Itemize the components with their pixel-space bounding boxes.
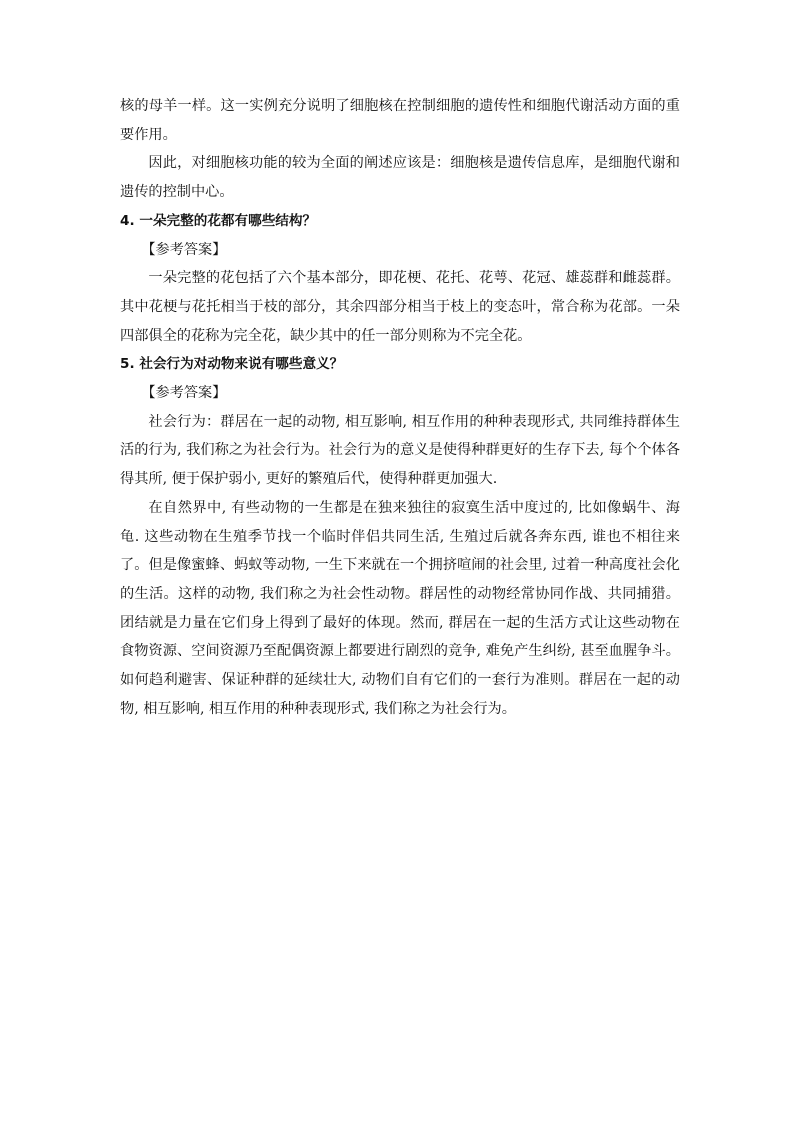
document-body [120, 92, 680, 723]
question-4-answer-label: 【参考答案】 [141, 241, 227, 258]
question-5-answer-paragraph-1: 社会行为：群居在一起的动物, 相互影响, 相互作用的种种表现形式, 共同维持群体生活的行为, 我们称之为社会行为。社会行为的意义是使得种群更好的生存下去, 每个个体各得其所, 便于保护弱小, 更好的繁殖后代，使得种群更加强大. [120, 413, 680, 488]
question-5-answer-paragraph-2: 在自然界中, 有些动物的一生都是在独来独往的寂寞生活中度过的, 比如像蜗牛、海龟. 这些动物在生殖季节找一个临时伴侣共同生活, 生殖过后就各奔东西, 谁也不相往来了。但是像蜜蜂、蚂蚁等动物, 一生下来就在一个拥挤喧闹的社会里, 过着一种高度社会化的生活。这样的动物, 我们称之为社会性动物。群居性的动物经常协同作战、共同捕猎。团结就是力量在它们身上得到了最好的体现。然而, 群居在一起的生活方式让这些动物在食物资源、空间资源乃至配偶资源上都要进行剧烈的竞争, 难免产生纠纷, 甚至血腥争斗。如何趋利避害、保证种群的延续壮大, 动物们自有它们的一套行为准则。群居在一起的动物, 相互影响, 相互作用的种种表现形式, 我们称之为社会行为。 [120, 499, 680, 717]
question-4-title: 4. 一朵完整的花都有哪些结构？ [120, 212, 317, 229]
question-4-answer: 一朵完整的花包括了六个基本部分，即花梗、花托、花萼、花冠、雄蕊群和雌蕊群。其中花梗与花托相当于枝的部分，其余四部分相当于枝上的变态叶，常合称为花部。一朵四部俱全的花称为完全花，缺少其中的任一部分则称为不完全花。 [120, 270, 680, 344]
question-5-answer-label: 【参考答案】 [141, 385, 227, 402]
question-5-title: 5. 社会行为对动物来说有哪些意义？ [120, 356, 344, 373]
continuation-paragraph: 核的母羊一样。这一实例充分说明了细胞核在控制细胞的遗传性和细胞代谢活动方面的重要作用。 [120, 98, 680, 143]
conclusion-paragraph: 因此，对细胞核功能的较为全面的阐述应该是：细胞核是遗传信息库，是细胞代谢和遗传的控制中心。 [120, 155, 680, 201]
